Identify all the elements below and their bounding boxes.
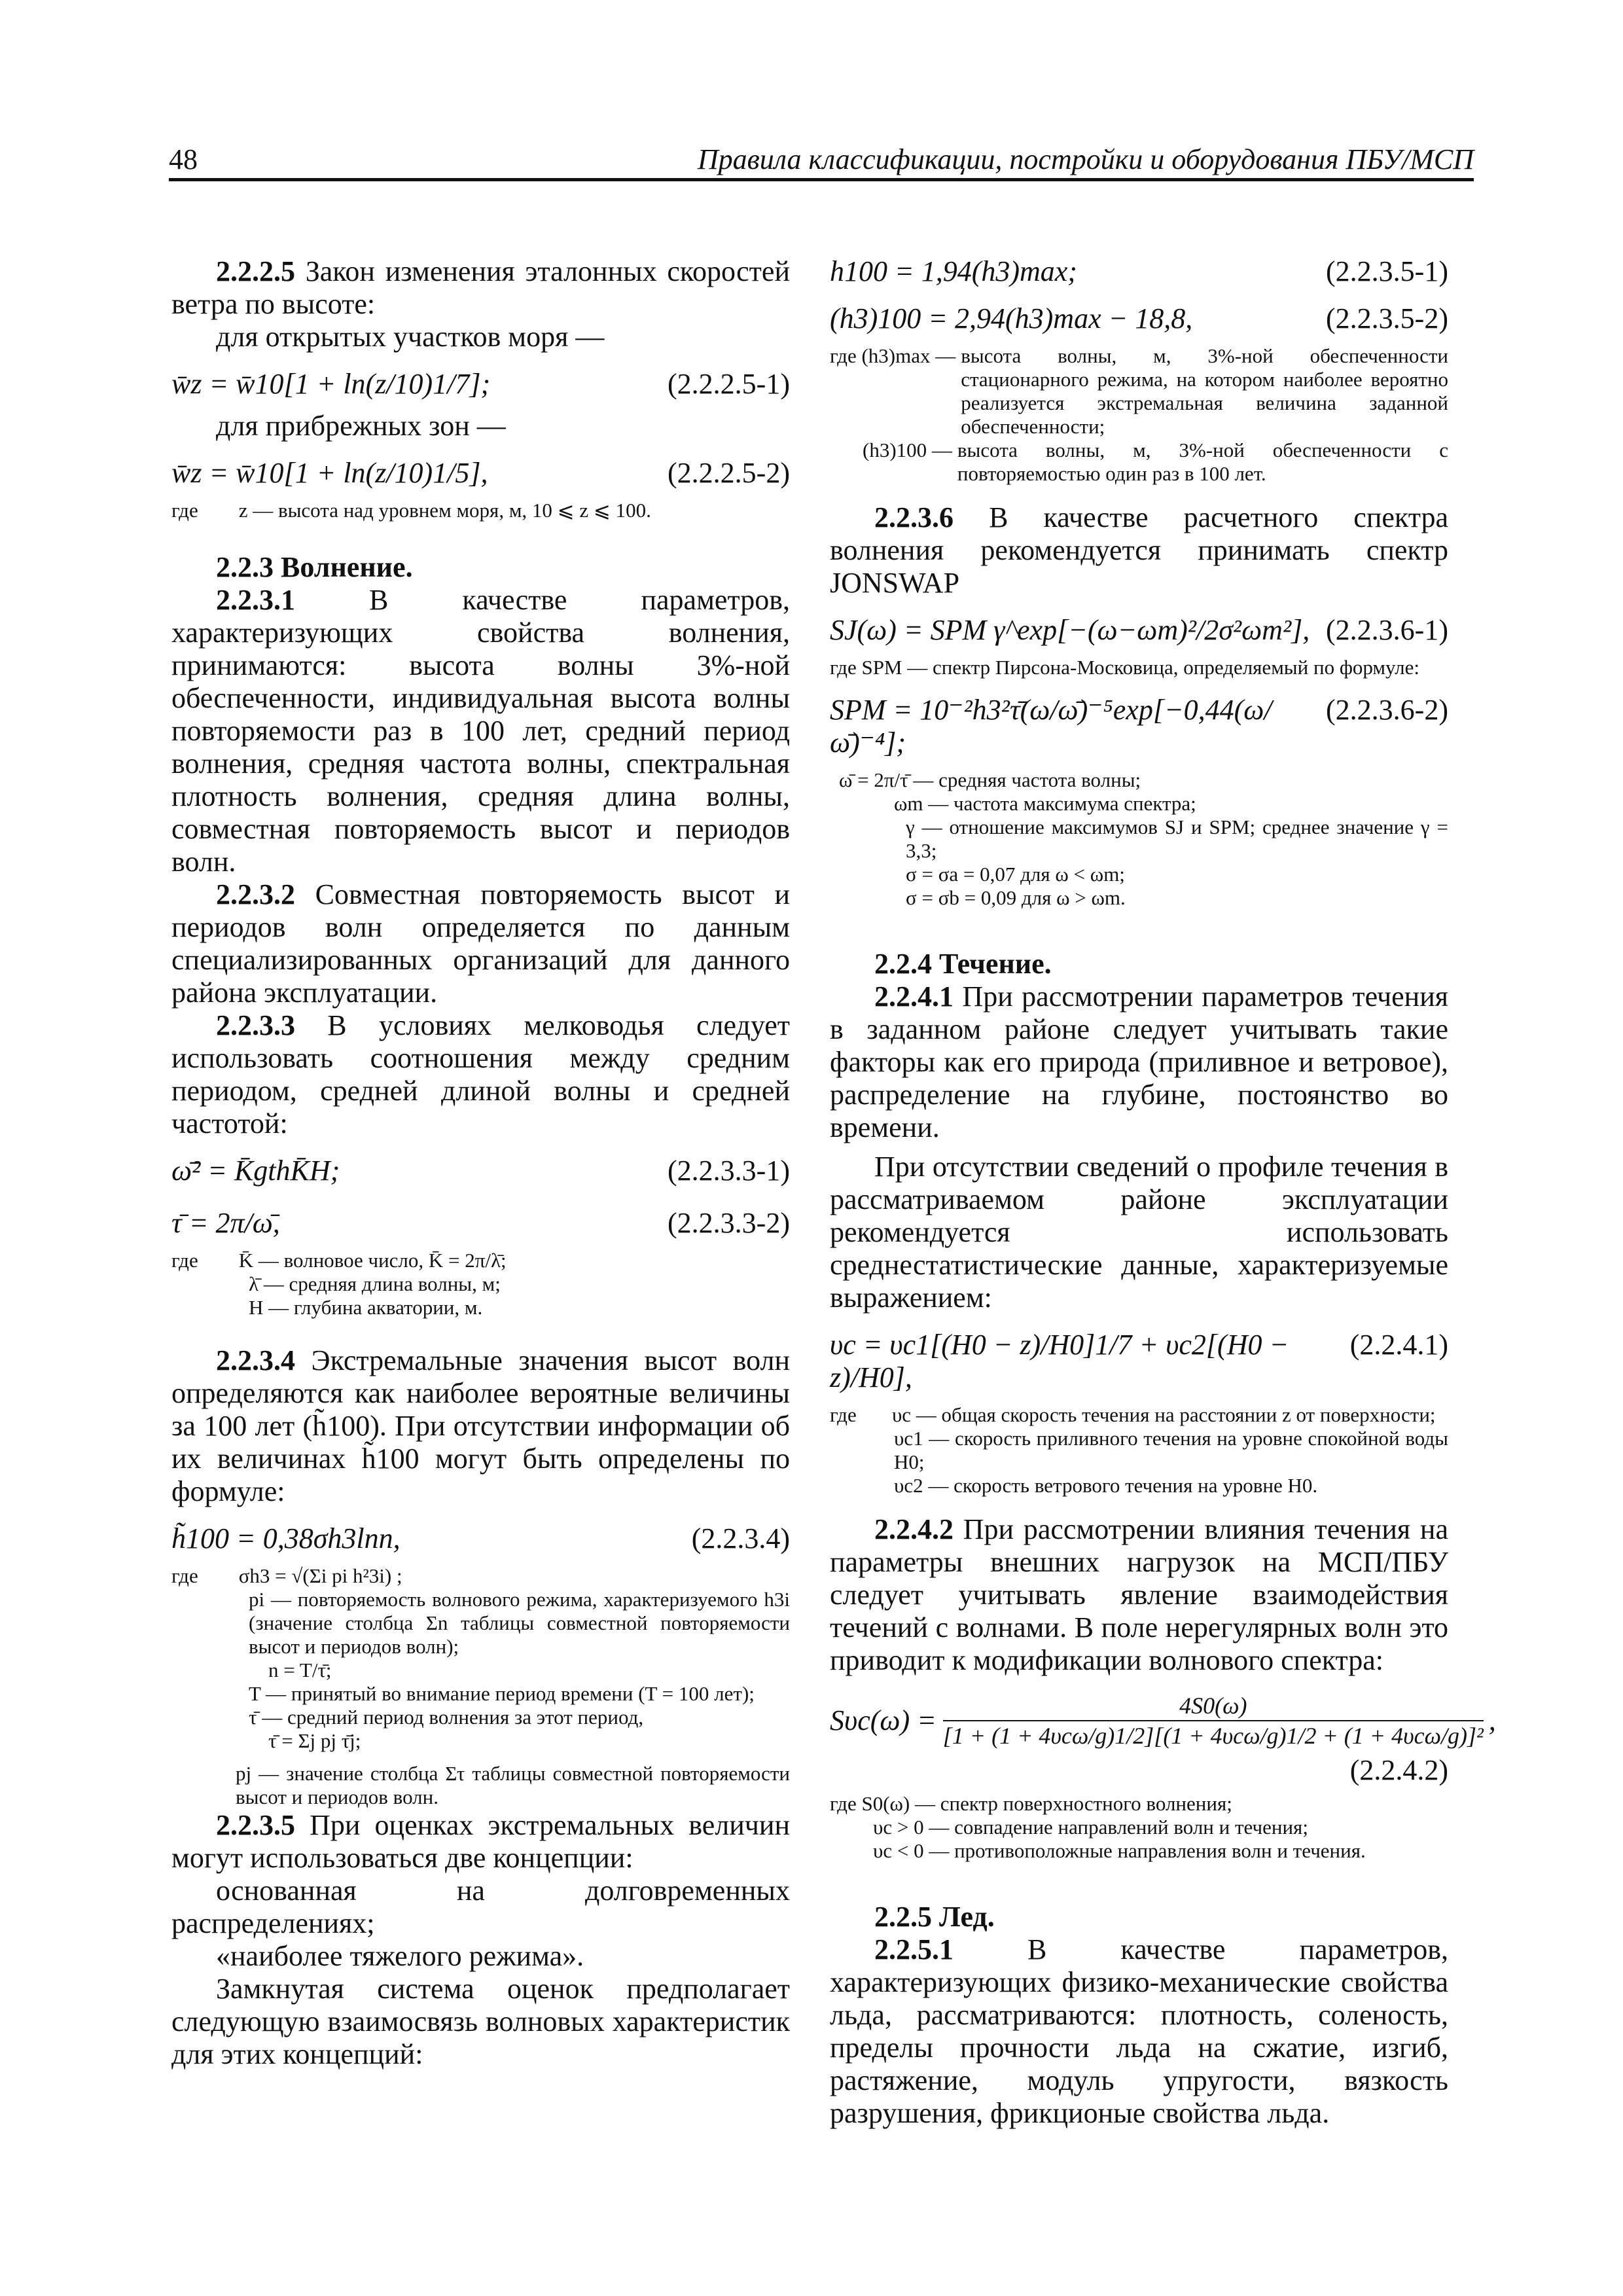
equation-2236-2: SPM = 10⁻²h3²τ̄(ω/ω̄)⁻⁵exp[−0,44(ω/ω̄)⁻⁴]; (2.2.3.6-2): [830, 694, 1448, 759]
paragraph-2241: 2.2.4.1 При рассмотрении параметров течения в заданном районе следует учитывать такие факторы как его природа (приливное и ветровое), распределение на глубине, постоянство во времени.: [830, 980, 1448, 1143]
paragraph-2242: 2.2.4.2 При рассмотрении влияния течения на параметры внешних нагрузок на МСП/ПБУ следует учитывать явление взаимодействия течений с волнами. В поле нерегулярных волн это приводит к модификации волнового спектра:: [830, 1513, 1448, 1676]
running-title: Правила классификации, постройки и оборудования ПБУ/МСП: [697, 143, 1474, 175]
where-spm: где SPM — спектр Пирсона-Московица, определяемый по формуле:: [830, 656, 1420, 679]
right-column: [830, 255, 1496, 2130]
equation-2242: Sυc(ω) = 4S0(ω) [1 + (1 + 4υcω/g)1/2][(1 + 4υcω/g)1/2 + (1 + 4υcω/g)]² ,: [830, 1693, 1496, 1749]
fraction-numerator: 4S0(ω): [1179, 1693, 1247, 1719]
fraction-denominator: [1 + (1 + 4υcω/g)1/2][(1 + 4υcω/g)1/2 + (1 + 4υcω/g)]²: [942, 1723, 1484, 1749]
paragraph-2231: 2.2.3.1 В качестве параметров, характеризующих свойства волнения, принимаются: высота волны 3%-ной обеспеченности, индивидуальная высота волны повторяемости раз в 100 лет, средний период волнения, средняя частота волны, спектральная плотность волнения, средняя длина волны, совместная повторяемость высот и периодов волн.: [171, 584, 790, 878]
where-sigma-a: σ = σa = 0,07 для ω < ωm;: [906, 863, 1125, 886]
left-column: [171, 255, 790, 2071]
where-h: H — глубина акватории, м.: [249, 1296, 483, 1319]
paragraph-coastal: для прибрежных зон —: [216, 410, 506, 442]
equation-2235-1: h100 = 1,94(h3)max; (2.2.3.5-1): [830, 255, 1448, 287]
paragraph-2251: 2.2.5.1 В качестве параметров, характеризующих физико-механические свойства льда, рассматриваются: плотность, соленость, пределы прочности льда на сжатие, изгиб, растяжение, модуль упругости, вязкость разрушения, фрикционые свойства льда.: [830, 1933, 1448, 2129]
paragraph-concept2: «наиболее тяжелого режима».: [216, 1940, 584, 1972]
where-h3100: (h3)100 — высота волны, м, 3%-ной обеспеченности с повторяемостью один раз в 100 лет.: [863, 439, 1448, 485]
where-sigma-b: σ = σb = 0,09 для ω > ωm.: [906, 886, 1126, 909]
where-vc-neg: υc < 0 — противоположные направления волн и течения.: [873, 1839, 1366, 1862]
equation-2225-1: w̄z = w̄10[1 + ln(z/10)1/7]; (2.2.2.5-1): [171, 368, 790, 400]
where-vc: где υc — общая скорость течения на расстоянии z от поверхности;: [830, 1403, 1436, 1426]
equation-2233-2: τ̄ = 2π/ω̄, (2.2.3.3-2): [171, 1207, 790, 1239]
where-pi: pi — повторяемость волнового режима, характеризуемого h3i (значение столбца Σn таблицы совместной повторяемости высот и периодов волн);: [249, 1588, 790, 1658]
paragraph-concept1: основанная на долговременных распределениях;: [171, 1874, 790, 1939]
where-gamma: γ — отношение максимумов SJ и SPM; среднее значение γ = 3,3;: [906, 816, 1448, 862]
where-h3max: где (h3)max — высота волны, м, 3%-ной обеспеченности стационарного режима, на котором наиболее вероятно реализуется экстремальная величина заданной обеспеченности;: [830, 344, 1448, 438]
where-z: где z — высота над уровнем моря, м, 10 ⩽ z ⩽ 100.: [171, 499, 651, 522]
paragraph-closing: Замкнутая система оценок предполагает следующую взаимосвязь волновых характеристик для этих концепций:: [171, 1973, 790, 2070]
where-lambda: λ̄ — средняя длина волны, м;: [249, 1272, 501, 1295]
where-tau: τ̄ — средний период волнения за этот период,: [249, 1706, 644, 1729]
paragraph-2234: 2.2.3.4 Экстремальные значения высот волн определяются как наиболее вероятные величины за 100 лет (h̃100). При отсутствии информации об их величинах h̃100 могут быть определены по формуле:: [171, 1344, 790, 1507]
equation-2233-1: ω̄² = K̄gthK̄H; (2.2.3.3-1): [171, 1155, 790, 1187]
equation-2236-1: SJ(ω) = SPM γ^exp[−(ω−ωm)²/2σ²ωm²], (2.2.3.6-1): [830, 614, 1448, 646]
paragraph-2225: 2.2.2.5 Закон изменения эталонных скоростей ветра по высоте:: [171, 255, 790, 320]
where-k: где K̄ — волновое число, K̄ = 2π/λ̄;: [171, 1249, 507, 1272]
where-vc2: υc2 — скорость ветрового течения на уровне H0.: [894, 1474, 1318, 1497]
page-number: 48: [169, 143, 198, 175]
paragraph-2235: 2.2.3.5 При оценках экстремальных величин могут использоваться две концепции:: [171, 1809, 790, 1874]
where-vc1: υc1 — скорость приливного течения на уровне спокойной воды H0;: [894, 1427, 1448, 1473]
paragraph-2233: 2.2.3.3 В условиях мелководья следует использовать соотношения между средним периодом, средней длиной волны и средней частотой:: [171, 1009, 790, 1139]
equation-2225-2: w̄z = w̄10[1 + ln(z/10)1/5], (2.2.2.5-2): [171, 457, 790, 489]
paragraph-2232: 2.2.3.2 Совместная повторяемость высот и периодов волн определяется по данным специализированных организаций для данного района эксплуатации.: [171, 878, 790, 1009]
where-tau-sum: τ̄ = Σj pj τ̄j;: [268, 1729, 361, 1752]
paragraph-2241-cont: При отсутствии сведений о профиле течения в рассматриваемом районе эксплуатации рекомендуется использовать среднестатистические данные, характеризуемые выражением:: [830, 1151, 1448, 1314]
equation-2234: h̃100 = 0,38σh3lnn, (2.2.3.4): [171, 1522, 790, 1554]
where-omega-bar: ω̄ = 2π/τ̄ — средняя частота волны;: [839, 768, 1141, 791]
equation-2241: υc = υc1[(H0 − z)/H0]1/7 + υc2[(H0 − z)/H0], (2.2.4.1): [830, 1329, 1448, 1393]
section-heading-225: 2.2.5 Лед.: [874, 1901, 995, 1933]
section-heading-224: 2.2.4 Течение.: [874, 948, 1052, 980]
equation-2242-number: (2.2.4.2): [1349, 1754, 1448, 1786]
section-heading-223: 2.2.3 Волнение.: [216, 551, 413, 583]
header-rule: [169, 178, 1474, 181]
where-vc-pos: υc > 0 — совпадение направлений волн и течения;: [873, 1816, 1308, 1839]
equation-2235-2: (h3)100 = 2,94(h3)max − 18,8, (2.2.3.5-2): [830, 302, 1448, 334]
where-omega-m: ωm — частота максимума спектра;: [894, 792, 1196, 815]
paragraph-open-sea: для открытых участков моря —: [216, 321, 605, 353]
where-pj: pj — значение столбца Στ таблицы совместной повторяемости высот и периодов волн.: [236, 1762, 790, 1808]
where-s0: где S0(ω) — спектр поверхностного волнения;: [830, 1792, 1232, 1815]
where-n: n = T/τ̄;: [268, 1659, 332, 1681]
where-sigma: где σh3 = √(Σi pi h²3i) ;: [171, 1564, 402, 1587]
where-T: T — принятый во внимание период времени (T = 100 лет);: [249, 1682, 755, 1705]
paragraph-2236: 2.2.3.6 В качестве расчетного спектра волнения рекомендуется принимать спектр JONSWAP: [830, 501, 1448, 599]
